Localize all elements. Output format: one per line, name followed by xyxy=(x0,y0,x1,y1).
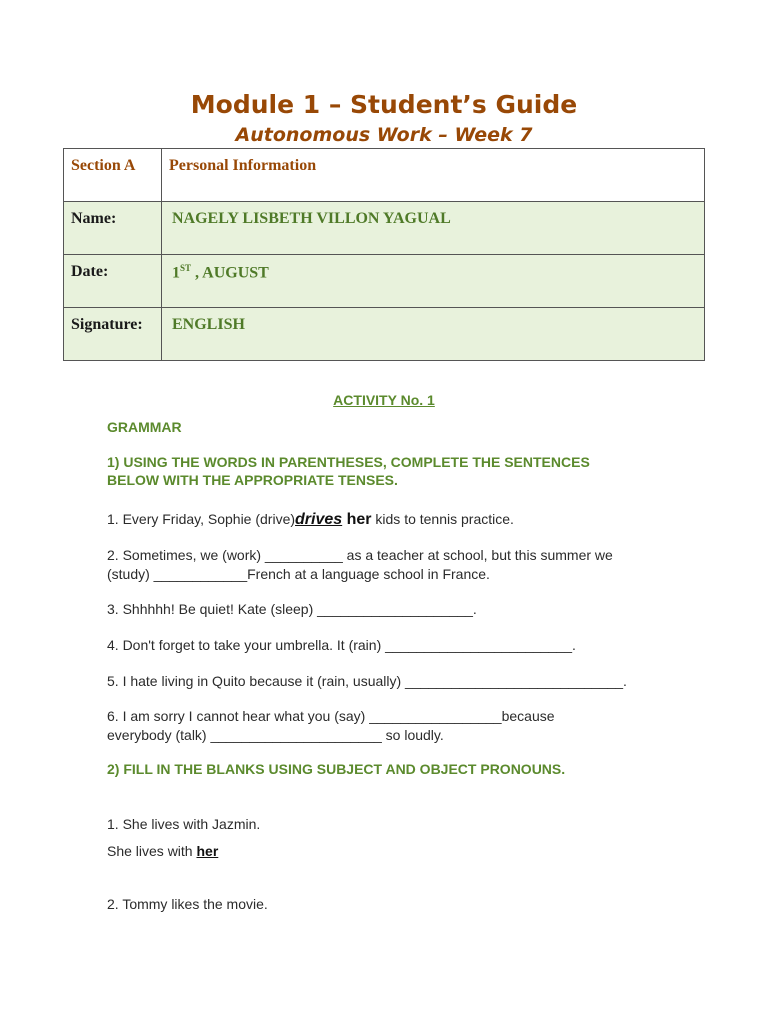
sentence-2-line1: 2. Sometimes, we (work) __________ as a teacher at school, but this summer we xyxy=(107,547,613,563)
module-subtitle: Autonomous Work – Week 7 xyxy=(235,124,533,146)
activity-heading: ACTIVITY No. 1 xyxy=(333,392,435,408)
pronoun-2-prompt: 2. Tommy likes the movie. xyxy=(107,896,268,912)
section-label: Section A xyxy=(64,149,162,202)
sentence-3: 3. Shhhhh! Be quiet! Kate (sleep) ____________________. xyxy=(107,601,477,617)
sentence-1-prompt: 1. Every Friday, Sophie (drive) xyxy=(107,511,296,527)
pronoun-1-lead: She lives with xyxy=(107,843,197,859)
date-day: 1 xyxy=(172,264,180,282)
date-ordinal: ST xyxy=(180,263,192,273)
sentence-1-rest: kids to tennis practice. xyxy=(371,511,514,527)
pronoun-1-prompt: 1. She lives with Jazmin. xyxy=(107,816,261,832)
date-month: , AUGUST xyxy=(191,264,269,282)
date-label: Date: xyxy=(64,255,162,308)
pronoun-1-answer: her xyxy=(196,843,219,859)
pronoun-1-answer-line xyxy=(107,843,218,859)
sentence-4: 4. Don't forget to take your umbrella. It (rain) ________________________. xyxy=(107,637,576,653)
grammar-heading: GRAMMAR xyxy=(107,419,182,435)
table-row-date xyxy=(64,255,705,308)
section-value: Personal Information xyxy=(162,149,705,202)
table-row-signature xyxy=(64,308,705,361)
name-value: NAGELY LISBETH VILLON YAGUAL xyxy=(162,202,705,255)
table-row-name xyxy=(64,202,705,255)
name-label: Name: xyxy=(64,202,162,255)
table-header-row xyxy=(64,149,705,202)
personal-info-table xyxy=(63,148,705,361)
sentence-1-answer-verb: drives xyxy=(295,511,343,528)
sentence-1 xyxy=(107,511,514,529)
question-2-title: 2) FILL IN THE BLANKS USING SUBJECT AND OBJECT PRONOUNS. xyxy=(107,761,566,777)
sentence-1-answer-pronoun: her xyxy=(342,511,372,528)
signature-value: ENGLISH xyxy=(162,308,705,361)
sentence-5: 5. I hate living in Quito because it (rain, usually) ____________________________. xyxy=(107,673,627,689)
module-title: Module 1 – Student’s Guide xyxy=(190,90,578,119)
question-1-title-line2: BELOW WITH THE APPROPRIATE TENSES. xyxy=(107,472,398,488)
date-value xyxy=(162,255,705,308)
signature-label: Signature: xyxy=(64,308,162,361)
sentence-6-line2: everybody (talk) ______________________ so loudly. xyxy=(107,727,444,743)
question-1-title-line1: 1) USING THE WORDS IN PARENTHESES, COMPLETE THE SENTENCES xyxy=(107,454,590,470)
sentence-2-line2: (study) ____________French at a language school in France. xyxy=(107,566,490,582)
sentence-6-line1: 6. I am sorry I cannot hear what you (say) _________________because xyxy=(107,708,555,724)
